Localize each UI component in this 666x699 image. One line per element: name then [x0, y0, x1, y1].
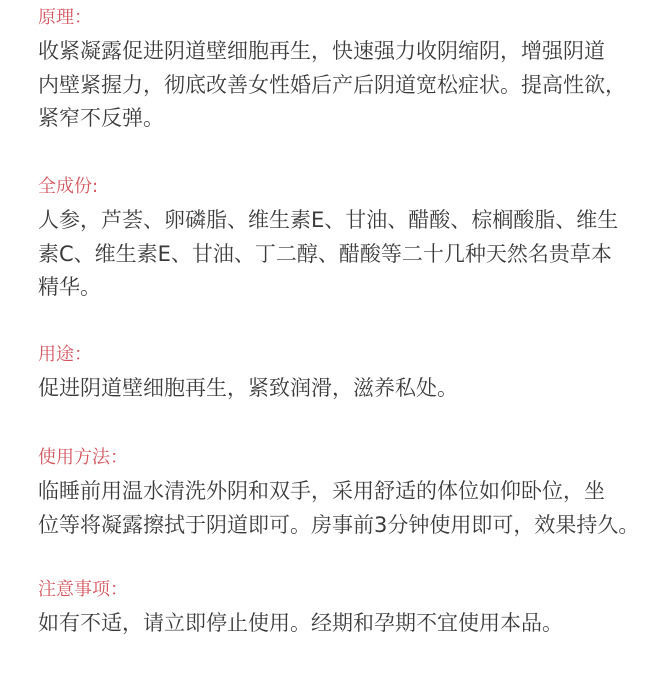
- principle-text-line: 收紧凝露促进阴道壁细胞再生，快速强力收阴缩阴，增强阴道: [38, 39, 605, 63]
- ingredients-text: [38, 204, 658, 305]
- directions-text: [38, 475, 658, 542]
- principle-text: [38, 35, 658, 136]
- precautions-text: [38, 607, 658, 641]
- purpose-heading: 用途：: [38, 344, 92, 365]
- ingredients-section: [38, 176, 658, 305]
- principle-heading: 原理：: [38, 7, 92, 28]
- principle-text-line: 紧窄不反弹。: [38, 106, 164, 130]
- ingredients-text-line: 人参，芦荟、卵磷脂、维生素E、甘油、醋酸、棕榈酸脂、维生: [38, 208, 619, 232]
- precautions-text-line: 如有不适，请立即停止使用。经期和孕期不宜使用本品。: [38, 611, 563, 635]
- directions-section: [38, 447, 658, 542]
- precautions-heading: 注意事项：: [38, 579, 128, 600]
- purpose-text-line: 促进阴道壁细胞再生，紧致润滑，滋养私处。: [38, 376, 458, 400]
- ingredients-text-line: 精华。: [38, 275, 101, 299]
- purpose-section: [38, 344, 658, 406]
- ingredients-heading: 全成份:: [38, 176, 99, 197]
- precautions-section: [38, 579, 658, 641]
- directions-text-line: 临睡前用温水清洗外阴和双手，采用舒适的体位如仰卧位，坐: [38, 479, 605, 503]
- ingredients-text-line: 素C、维生素E、甘油、丁二醇、醋酸等二十几种天然名贵草本: [38, 241, 612, 266]
- principle-text-line: 内壁紧握力，彻底改善女性婚后产后阴道宽松症状。提高性欲，: [38, 72, 626, 97]
- purpose-text: [38, 372, 658, 406]
- principle-section: [38, 7, 658, 136]
- directions-text-line: 位等将凝露擦拭于阴道即可。房事前3分钟使用即可，效果持久。: [38, 512, 640, 537]
- directions-heading: 使用方法：: [38, 447, 128, 468]
